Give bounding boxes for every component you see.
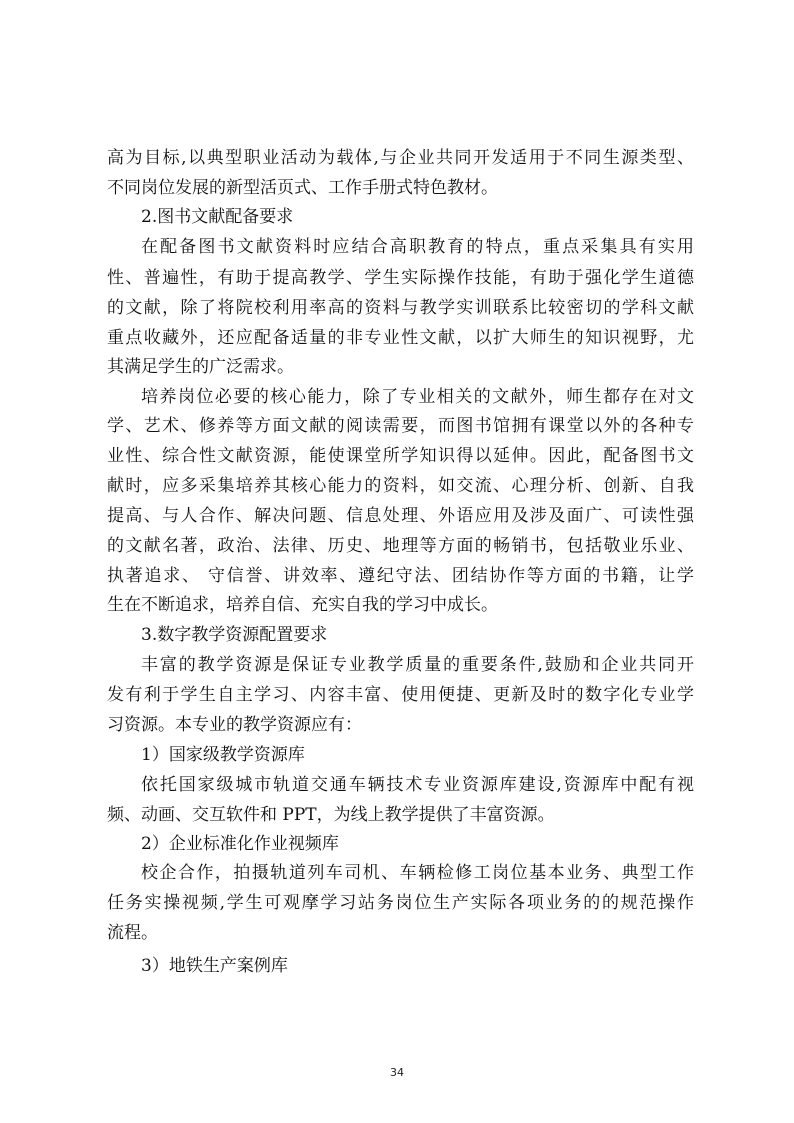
text-line: 提高、与人合作、解决问题、信息处理、外语应用及涉及面广、可读性强 [107, 506, 694, 526]
list-heading: 2）企业标准化作业视频库 [141, 834, 339, 854]
text-line: 培养岗位必要的核心能力，除了专业相关的文献外，师生都存在对文 [141, 387, 694, 407]
text-line: 性、普遍性，有助于提高教学、学生实际操作技能，有助于强化学生道德 [107, 268, 694, 288]
text-line: 生在不断追求，培养自信、充实自我的学习中成长。 [107, 595, 498, 615]
text-line: 学、艺术、修养等方面文献的阅读需要，而图书馆拥有课堂以外的各种专 [107, 416, 694, 436]
text-line: 校企合作，拍摄轨道列车司机、车辆检修工岗位基本业务、典型工作 [141, 863, 694, 883]
section-heading: 3.数字教学资源配置要求 [141, 625, 328, 645]
text-line: 的文献，除了将院校利用率高的资料与教学实训联系比较密切的学科文献 [107, 298, 694, 318]
section-heading: 2.图书文献配备要求 [141, 207, 294, 227]
text-line: 依托国家级城市轨道交通车辆技术专业资源库建设,资源库中配有视 [141, 775, 694, 795]
text-line: 丰富的教学资源是保证专业教学质量的重要条件,鼓励和企业共同开 [141, 655, 694, 675]
list-heading: 1）国家级教学资源库 [141, 745, 305, 765]
text-line: 发有利于学生自主学习、内容丰富、使用便捷、更新及时的数字化专业学 [107, 685, 694, 705]
text-line: 习资源。本专业的教学资源应有： [107, 715, 362, 735]
text-line: 的文献名著，政治、法律、历史、地理等方面的畅销书，包括敬业乐业、 [107, 536, 694, 556]
text-line: 其满足学生的广泛需求。 [107, 357, 294, 377]
text-line: 频、动画、交互软件和 PPT，为线上教学提供了丰富资源。 [107, 805, 555, 825]
text-line: 流程。 [107, 923, 158, 943]
list-heading: 3）地铁生产案例库 [141, 956, 288, 976]
text-line: 不同岗位发展的新型活页式、工作手册式特色教材。 [107, 178, 498, 198]
page-number: 34 [390, 1066, 404, 1079]
text-line: 执著追求、 守信誉、讲效率、遵纪守法、团结协作等方面的书籍，让学 [107, 566, 694, 586]
text-line: 高为目标,以典型职业活动为载体,与企业共同开发适用于不同生源类型、 [107, 148, 694, 168]
text-line: 在配备图书文献资料时应结合高职教育的特点，重点采集具有实用 [141, 237, 694, 257]
text-line: 献时，应多采集培养其核心能力的资料，如交流、心理分析、创新、自我 [107, 476, 694, 496]
text-line: 重点收藏外，还应配备适量的非专业性文献，以扩大师生的知识视野，尤 [107, 328, 694, 348]
text-line: 任务实操视频,学生可观摩学习站务岗位生产实际各项业务的的规范操作 [107, 893, 694, 913]
text-line: 业性、综合性文献资源，能使课堂所学知识得以延伸。因此，配备图书文 [107, 446, 694, 466]
